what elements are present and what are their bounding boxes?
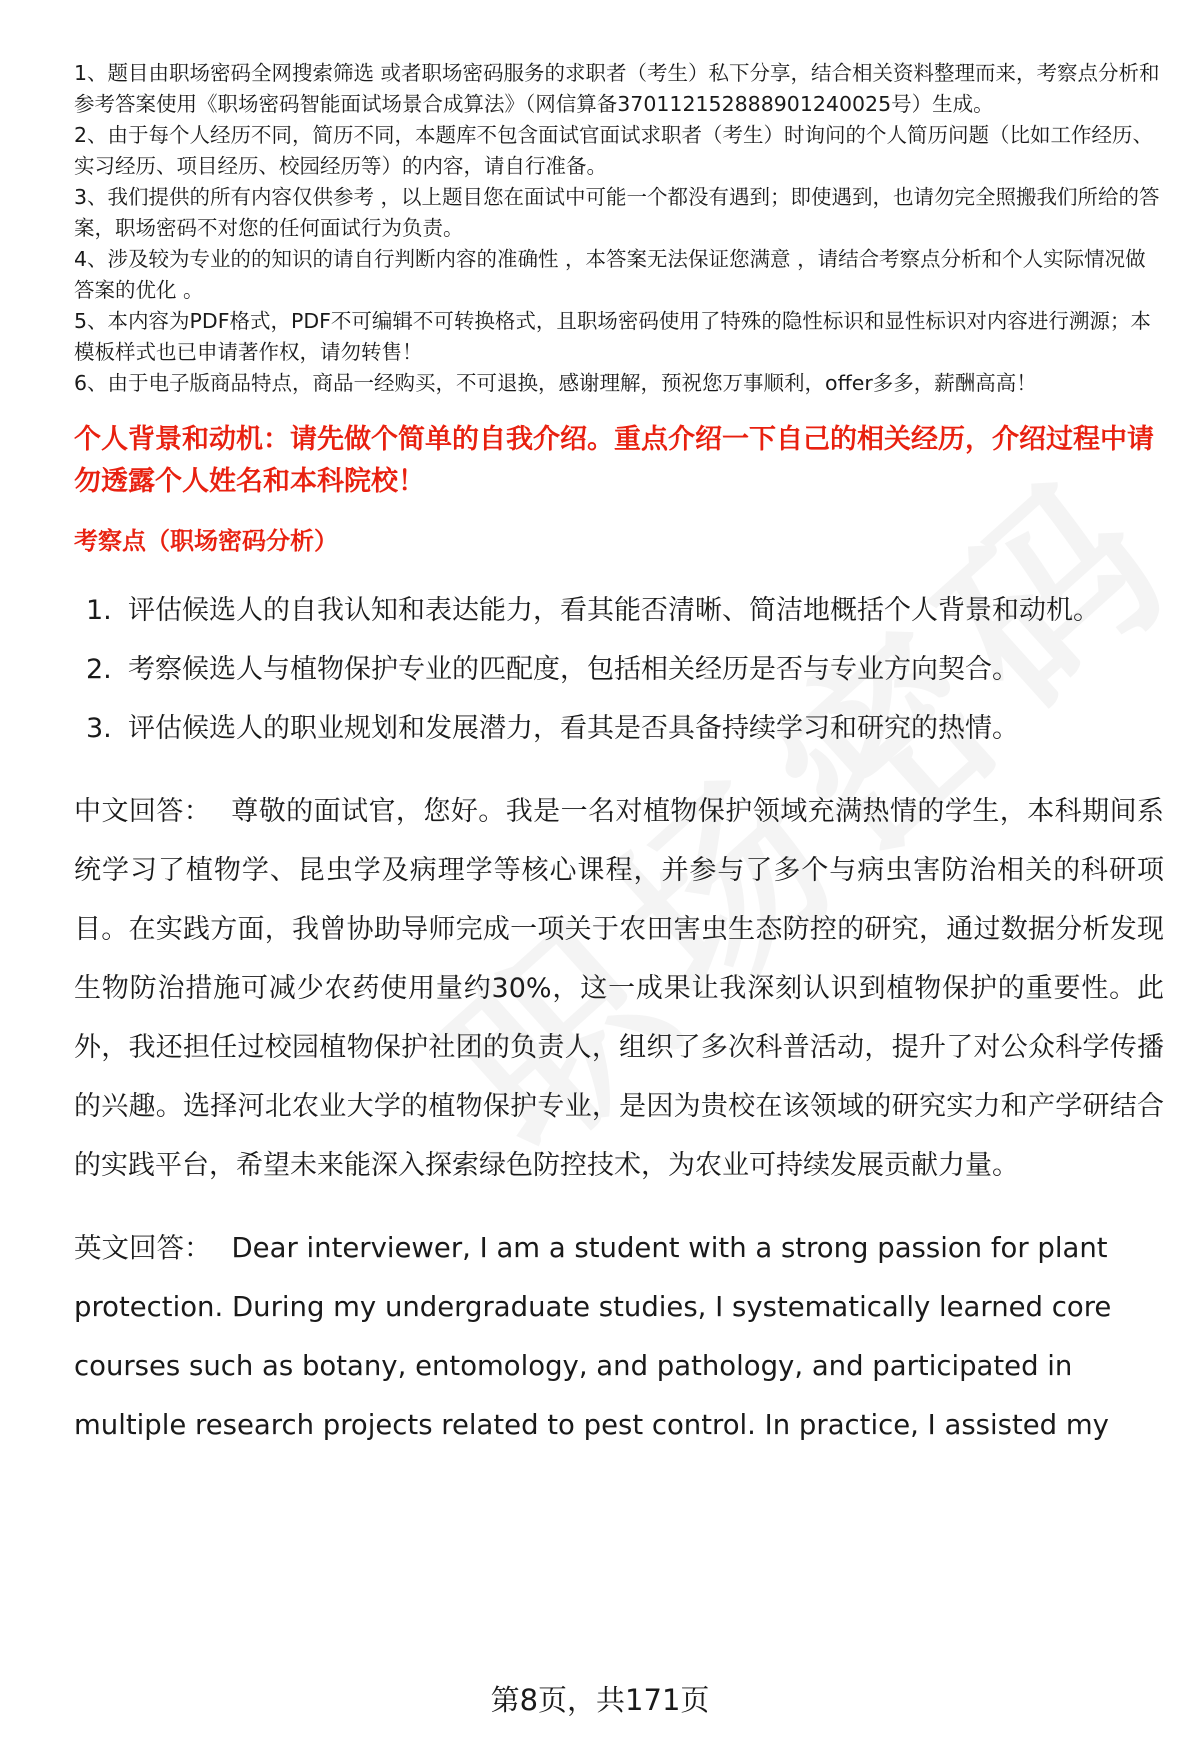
points-heading: 考察点（职场密码分析） xyxy=(74,527,338,555)
answer-chinese xyxy=(74,782,1164,1195)
question-title: 个人背景和动机：请先做个简单的自我介绍。重点介绍一下自己的相关经历，介绍过程中请勿透露个人姓名和本科院校！ xyxy=(74,424,1154,497)
point-text: 评估候选人的自我认知和表达能力，看其能否清晰、简洁地概括个人背景和动机。 xyxy=(128,595,1100,626)
notice-list xyxy=(74,58,1164,399)
notice-item: 1、题目由职场密码全网搜索筛选 或者职场密码服务的求职者（考生）私下分享，结合相关资料整理而来，考察点分析和参考答案使用《职场密码智能面试场景合成算法》（网信算备370112152888901240025号）生成。 xyxy=(74,61,1160,116)
points-list xyxy=(74,581,1164,758)
point-item xyxy=(74,699,1164,758)
answer-chinese-label: 中文回答： xyxy=(74,796,212,827)
notice-item: 4、涉及较为专业的的知识的请自行判断内容的准确性 ，本答案无法保证您满意 ，请结合考察点分析和个人实际情况做答案的优化 。 xyxy=(74,247,1146,302)
notice-item: 5、本内容为PDF格式，PDF不可编辑不可转换格式，且职场密码使用了特殊的隐性标识和显性标识对内容进行溯源；本模板样式也已申请著作权，请勿转售！ xyxy=(74,309,1151,364)
page-number: 第8页，共171页 xyxy=(490,1683,710,1717)
answer-english-text: Dear interviewer, I am a student with a strong passion for plant protection. During my undergraduate studies, I systematically learned core courses such as botany, entomology, and pathology, and participated in multiple research projects related to pest control. In practice, I assisted my xyxy=(74,1232,1112,1441)
answer-english xyxy=(74,1219,1164,1455)
page-content xyxy=(74,58,1164,1455)
notice-item: 6、由于电子版商品特点，商品一经购买，不可退换，感谢理解，预祝您万事顺利，offer多多，薪酬高高！ xyxy=(74,371,1037,395)
point-number: 1. xyxy=(86,595,112,626)
notice-item: 3、我们提供的所有内容仅供参考 ，以上题目您在面试中可能一个都没有遇到；即使遇到，也请勿完全照搬我们所给的答案，职场密码不对您的任何面试行为负责。 xyxy=(74,185,1160,240)
point-item xyxy=(74,581,1164,640)
point-text: 评估候选人的职业规划和发展潜力，看其是否具备持续学习和研究的热情。 xyxy=(128,713,1019,744)
point-number: 3. xyxy=(86,713,112,744)
point-number: 2. xyxy=(86,654,112,685)
answer-english-label: 英文回答： xyxy=(74,1232,212,1264)
notice-item: 2、由于每个人经历不同，简历不同，本题库不包含面试官面试求职者（考生）时询问的个人简历问题（比如工作经历、实习经历、项目经历、校园经历等）的内容，请自行准备。 xyxy=(74,123,1154,178)
point-item xyxy=(74,640,1164,699)
point-text: 考察候选人与植物保护专业的匹配度，包括相关经历是否与专业方向契合。 xyxy=(128,654,1019,685)
answer-chinese-text: 尊敬的面试官，您好。我是一名对植物保护领域充满热情的学生，本科期间系统学习了植物学、昆虫学及病理学等核心课程，并参与了多个与病虫害防治相关的科研项目。在实践方面，我曾协助导师完成一项关于农田害虫生态防控的研究，通过数据分析发现生物防治措施可减少农药使用量约30%，这一成果让我深刻认识到植物保护的重要性。此外，我还担任过校园植物保护社团的负责人，组织了多次科普活动，提升了对公众科学传播的兴趣。选择河北农业大学的植物保护专业，是因为贵校在该领域的研究实力和产学研结合的实践平台，希望未来能深入探索绿色防控技术，为农业可持续发展贡献力量。 xyxy=(74,796,1165,1181)
